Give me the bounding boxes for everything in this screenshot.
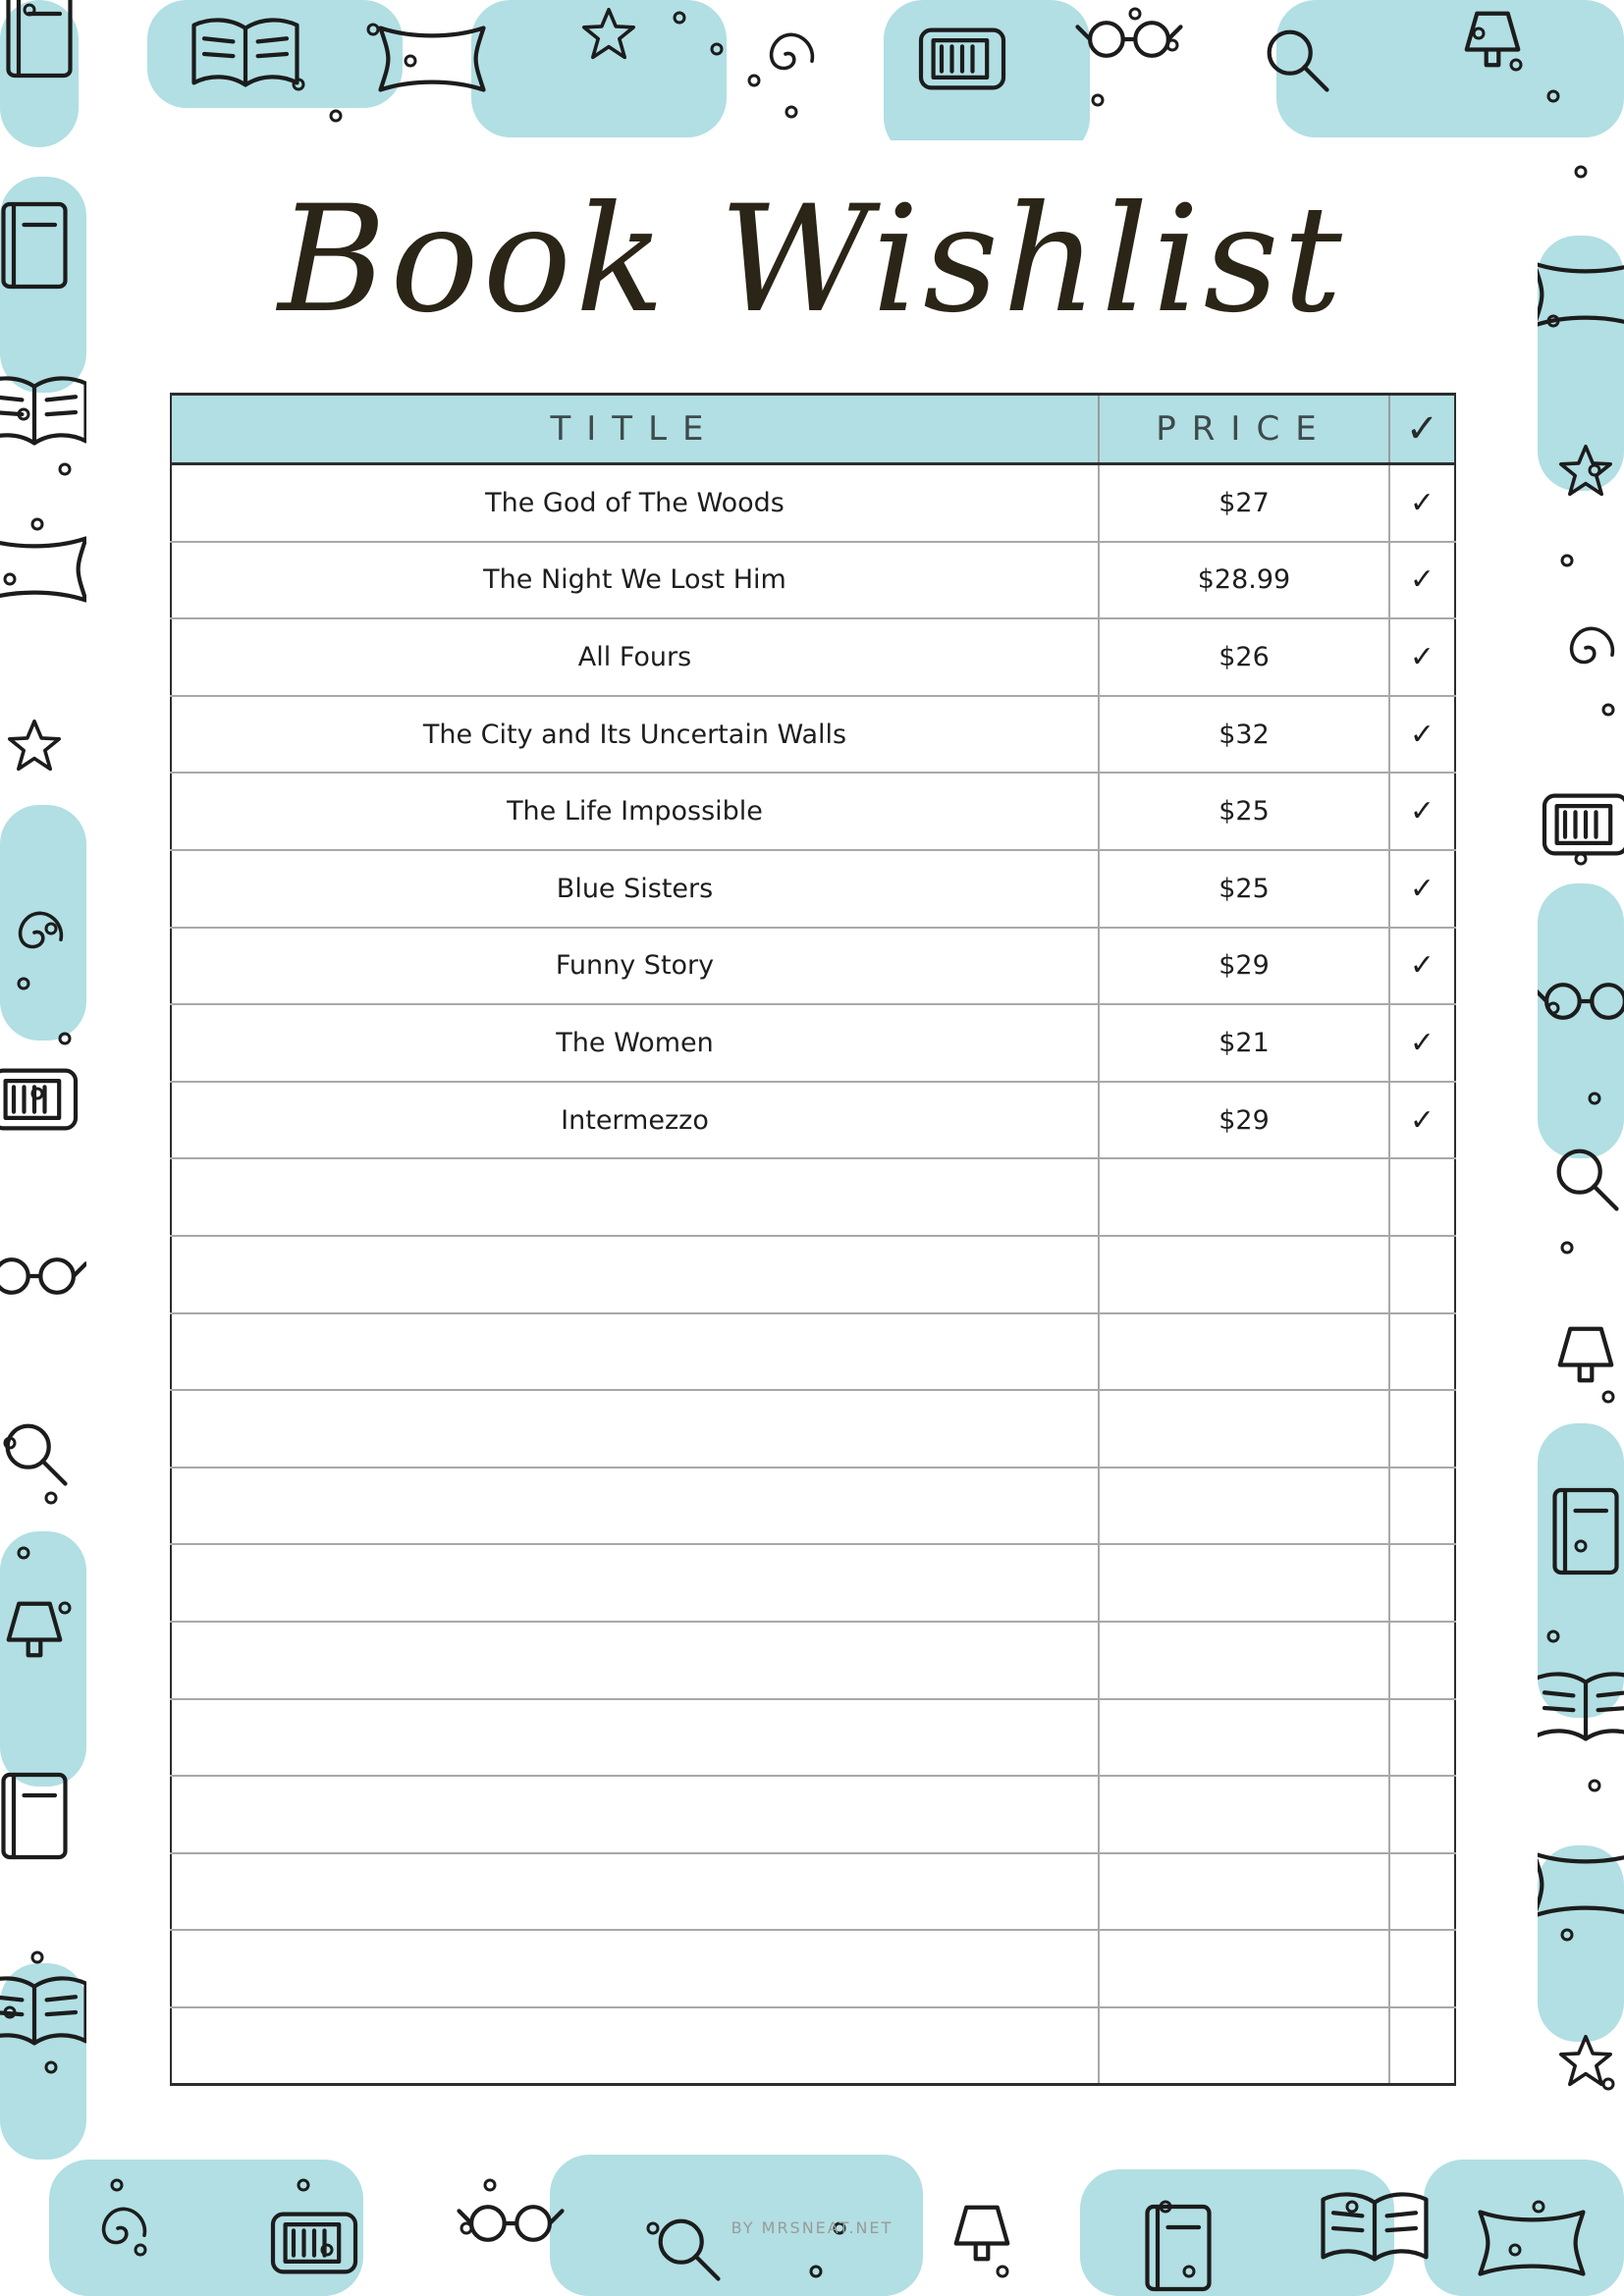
purchased-check-cell[interactable] — [1389, 2007, 1455, 2085]
book-price-cell[interactable] — [1099, 1930, 1389, 2007]
book-title-cell[interactable] — [171, 1776, 1099, 1853]
table-header-row — [171, 395, 1455, 464]
table-row — [171, 1544, 1455, 1622]
table-row — [171, 1004, 1455, 1082]
magnifier-icon — [8, 1426, 66, 1484]
book-title-cell[interactable]: The City and Its Uncertain Walls — [171, 696, 1099, 774]
purchased-check-cell[interactable] — [1389, 1776, 1455, 1853]
lamp-icon — [1560, 1329, 1612, 1381]
purchased-check-cell[interactable]: ✓ — [1389, 696, 1455, 774]
purchased-check-cell[interactable]: ✓ — [1389, 928, 1455, 1005]
table-row — [171, 1930, 1455, 2007]
purchased-check-cell[interactable]: ✓ — [1389, 542, 1455, 619]
book-title-cell[interactable] — [171, 1622, 1099, 1699]
book-title-cell[interactable]: The God of The Woods — [171, 464, 1099, 542]
book-title-cell[interactable] — [171, 1236, 1099, 1313]
purchased-check-cell[interactable]: ✓ — [1389, 1082, 1455, 1159]
book-price-cell[interactable] — [1099, 1622, 1389, 1699]
book-title-cell[interactable] — [171, 1930, 1099, 2007]
table-row — [171, 1236, 1455, 1313]
table-row — [171, 1776, 1455, 1853]
book-icon — [4, 1775, 66, 1857]
reading-glasses-icon — [1078, 23, 1181, 56]
check-column-header: ✓ — [1389, 395, 1455, 464]
book-price-cell[interactable]: $25 — [1099, 773, 1389, 850]
price-column-header: PRICE — [1099, 395, 1389, 464]
table-row — [171, 1158, 1455, 1236]
book-title-cell[interactable] — [171, 1853, 1099, 1931]
table-row — [171, 464, 1455, 542]
purchased-check-cell[interactable]: ✓ — [1389, 850, 1455, 928]
purchased-check-cell[interactable] — [1389, 1158, 1455, 1236]
wishlist-table — [170, 393, 1456, 2086]
book-price-cell[interactable]: $26 — [1099, 618, 1389, 696]
table-row — [171, 1699, 1455, 1777]
table-row — [171, 850, 1455, 928]
purchased-check-cell[interactable] — [1389, 1622, 1455, 1699]
purchased-check-cell[interactable] — [1389, 1544, 1455, 1622]
book-price-cell[interactable]: $27 — [1099, 464, 1389, 542]
purchased-check-cell[interactable] — [1389, 1699, 1455, 1777]
e-reader-icon — [1544, 796, 1624, 854]
table-row — [171, 2007, 1455, 2085]
purchased-check-cell[interactable]: ✓ — [1389, 773, 1455, 850]
book-price-cell[interactable]: $29 — [1099, 1082, 1389, 1159]
book-price-cell[interactable] — [1099, 1236, 1389, 1313]
book-price-cell[interactable]: $32 — [1099, 696, 1389, 774]
purchased-check-cell[interactable] — [1389, 1390, 1455, 1468]
title-column-header: TITLE — [171, 395, 1099, 464]
book-title-cell[interactable] — [171, 1699, 1099, 1777]
book-title-cell[interactable] — [171, 2007, 1099, 2085]
table-row — [171, 696, 1455, 774]
pillow-icon — [0, 539, 86, 601]
book-price-cell[interactable]: $25 — [1099, 850, 1389, 928]
purchased-check-cell[interactable] — [1389, 1853, 1455, 1931]
table-row — [171, 1313, 1455, 1391]
book-title-cell[interactable]: Intermezzo — [171, 1082, 1099, 1159]
swirl-icon — [772, 34, 813, 68]
book-title-cell[interactable]: The Life Impossible — [171, 773, 1099, 850]
book-title-cell[interactable] — [171, 1468, 1099, 1545]
swirl-icon — [1572, 628, 1613, 662]
table-row — [171, 1468, 1455, 1545]
star-icon — [10, 721, 59, 770]
book-price-cell[interactable] — [1099, 1776, 1389, 1853]
table-row — [171, 1082, 1455, 1159]
purchased-check-cell[interactable] — [1389, 1313, 1455, 1391]
footer-credit: BY MRSNEAT.NET — [731, 2218, 893, 2237]
star-icon — [1561, 2037, 1610, 2085]
book-price-cell[interactable] — [1099, 1468, 1389, 1545]
book-title-cell[interactable] — [171, 1158, 1099, 1236]
book-title-cell[interactable]: The Night We Lost Him — [171, 542, 1099, 619]
book-price-cell[interactable]: $29 — [1099, 928, 1389, 1005]
book-title-cell[interactable] — [171, 1313, 1099, 1391]
table-row — [171, 1622, 1455, 1699]
table-row — [171, 1853, 1455, 1931]
purchased-check-cell[interactable] — [1389, 1236, 1455, 1313]
book-title-cell[interactable]: All Fours — [171, 618, 1099, 696]
book-price-cell[interactable]: $28.99 — [1099, 542, 1389, 619]
book-title-cell[interactable] — [171, 1390, 1099, 1468]
book-price-cell[interactable] — [1099, 1313, 1389, 1391]
book-price-cell[interactable] — [1099, 1158, 1389, 1236]
book-title-cell[interactable]: Blue Sisters — [171, 850, 1099, 928]
purchased-check-cell[interactable]: ✓ — [1389, 464, 1455, 542]
table-row — [171, 773, 1455, 850]
page-title: Book Wishlist — [278, 175, 1346, 346]
purchased-check-cell[interactable] — [1389, 1468, 1455, 1545]
book-price-cell[interactable] — [1099, 1390, 1389, 1468]
table-row — [171, 928, 1455, 1005]
table-row — [171, 1390, 1455, 1468]
table-row — [171, 542, 1455, 619]
book-title-cell[interactable]: The Women — [171, 1004, 1099, 1082]
book-price-cell[interactable] — [1099, 2007, 1389, 2085]
book-price-cell[interactable] — [1099, 1853, 1389, 1931]
purchased-check-cell[interactable]: ✓ — [1389, 618, 1455, 696]
book-title-cell[interactable] — [171, 1544, 1099, 1622]
table-row — [171, 618, 1455, 696]
book-price-cell[interactable] — [1099, 1544, 1389, 1622]
reading-glasses-icon — [0, 1259, 86, 1293]
purchased-check-cell[interactable]: ✓ — [1389, 1004, 1455, 1082]
purchased-check-cell[interactable] — [1389, 1930, 1455, 2007]
book-price-cell[interactable] — [1099, 1699, 1389, 1777]
magnifier-icon — [1559, 1151, 1617, 1209]
book-title-cell[interactable]: Funny Story — [171, 928, 1099, 1005]
book-price-cell[interactable]: $21 — [1099, 1004, 1389, 1082]
